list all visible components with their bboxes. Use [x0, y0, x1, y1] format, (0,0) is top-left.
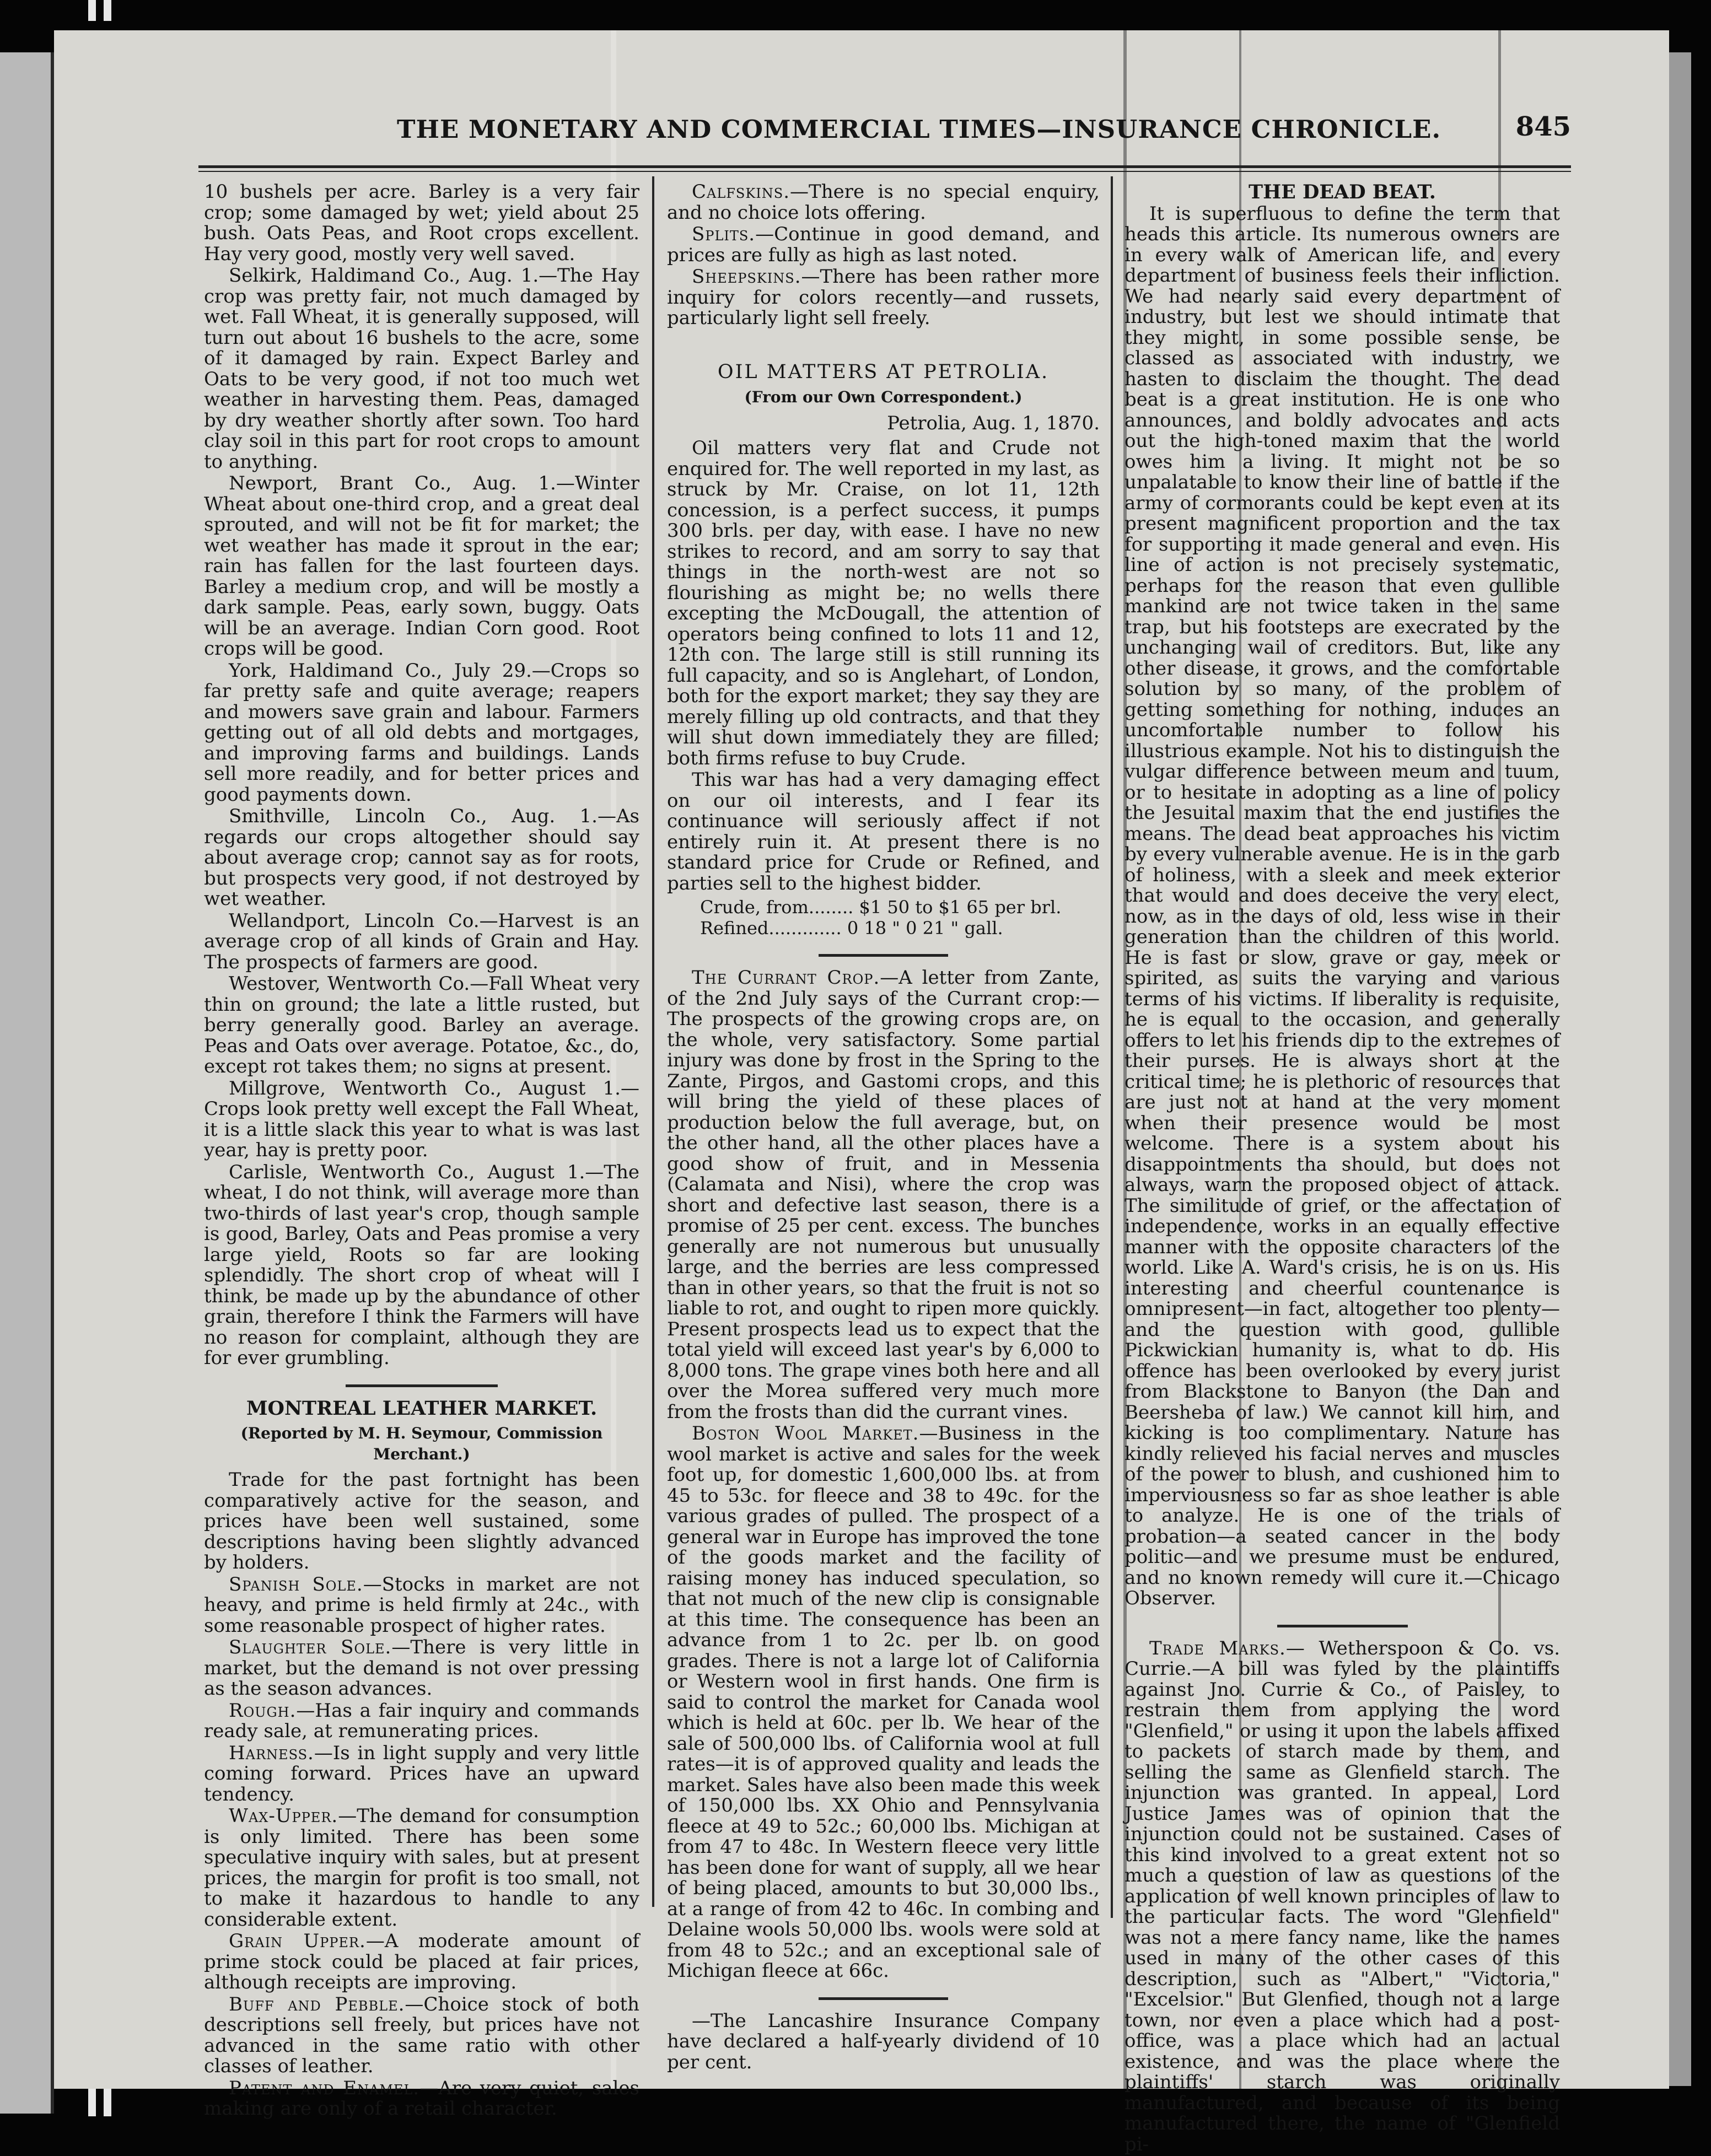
leather-market-byline: (Reported by M. H. Seymour, Commission Merchant.)	[240, 1424, 603, 1463]
oil-price-table	[700, 897, 1100, 939]
column-middle	[667, 182, 1100, 2074]
dead-beat-paragraph: It is superfluous to define the term that heads this article. Its numerous owners are in every walk of American life, and every department of business feels their infliction. We had nearly said every department of industry, but lest we should intimate that they might, in some possible sense, be classed as associated with industry, we hasten to disclaim the thought. The dead beat is a great institution. He is one who announces, and boldly advocates and acts out the high-toned maxim that the world owes him a living. It might not be so unpalatable to know their line of battle if the army of cormorants could be kept even at its present magnificent proportion and the tax for supporting it made general and even. His line of action is not precisely systematic, perhaps for the reason that even gullible mankind are not twice taken in the same trap, but his footsteps are execrated by the unchanging wail of creditors. But, like any other disease, it grows, and the comfortable solution by so many, of the problem of getting something for nothing, induces an uncomfortable number to follow his illustrious example. Not his to distinguish the vulgar difference between meum and tuum, or to hesitate in adopting as a line of policy the Jesuital maxim that the end justifies the means. The dead beat approaches his victim by every vulnerable avenue. He is in the garb of holiness, with a sleek and meek exterior that would and does deceive the very elect, now, as in the days of old, less wise in their generation than the children of this world. He is fast or slow, grave or gay, meek or spirited, as suits the varying and various terms of his victims. If liberality is requisite, he is equal to the occasion, and generally offers to let his friends dip to the extremes of their purses. He is always short at the critical time; he is plethoric of resources that are just not at hand at the very moment when their presence would be most welcome. There is a system about his disappointments tha should, but does not always, warn the proposed object of attack. The similitude of grief, or the affectation of independence, works in an equally effective manner with the opposite characters of the world. Like A. Ward's crisis, he is on us. His interesting and cheerful countenance is omnipresent—in fact, altogether too plenty—and the question with good, gullible Pickwickian humanity is, what to do. His offence has been overlooked by every jurist from Blackstone to Banyon (the Dan and Beersheba of law.) We cannot kill him, and kicking is too complimentary. Nature has kindly relieved his facial nerves and muscles of the power to blush, and cushioned him to imperviousness so far as shoe leather is able to analyze. He is one of the trials of probation—a seated cancer in the body politic—and we presume must be endured, and no known remedy will cure it.—Chicago Observer.	[1124, 202, 1560, 1609]
column-left	[204, 182, 639, 2121]
page-title: THE MONETARY AND COMMERCIAL TIMES—INSURANCE CHRONICLE.	[397, 115, 1441, 144]
boston-wool-paragraph	[667, 1424, 1100, 1982]
item-lead: Patent and Enamel.	[229, 2077, 420, 2099]
leather-paragraph	[204, 1575, 639, 1637]
facing-page-edge	[0, 52, 54, 2114]
section-separator	[819, 954, 949, 957]
item-lead: Rough.	[229, 1699, 297, 1722]
column-divider	[1111, 176, 1113, 1918]
item-lead: The Currant Crop.	[692, 967, 880, 989]
item-text: —Are very quiet, sales making are only of a retail character.	[204, 2077, 639, 2120]
oil-matters-byline: (From our Own Correspondent.)	[744, 388, 1023, 406]
item-lead: Splits.	[692, 223, 756, 245]
item-text: —A letter from Zante, of the 2nd July says of the Currant crop:—The prospects of the growing crops are, on the whole, very satisfactory. Some partial injury was done by frost in the Spring to the Zante, Pirgos, and Gastomi crops, and this will bring the yield of these places of production below the full average, but, on the other hand, all the other places have a good show of fruit, and in Messenia (Calamata and Nisi), where the crop was short and defective last season, there is a promise of 25 per cent. excess. The bunches generally are not numerous but unusually large, and the berries are less compressed than in other years, so that the fruit is not so liable to rot, and ought to ripen more quickly. Present prospects lead us to expect that the total yield will exceed last year's by 6,000 to 8,000 tons. The grape vines both here and all over the Morea suffered very much more from the frosts than did the currant vines.	[667, 967, 1100, 1423]
item-text: —Continue in good demand, and prices are fully as high as last noted.	[667, 223, 1100, 266]
item-text: —There is very little in market, but the demand is not over pressing as the season advances.	[204, 1636, 639, 1700]
item-lead: Harness.	[229, 1742, 314, 1764]
trade-marks-paragraph	[1124, 1638, 1560, 2155]
oil-paragraph: Oil matters very flat and Crude not enquired for. The well reported in my last, as struck by Mr. Craise, on lot 11, 12th concession, is a perfect success, it pumps 300 brls. per day, with ease. I have no new strikes to record, and am sorry to say that things in the north-west are not so flourishing as might be; no wells there excepting the McDougall, the attention of operators being confined to lots 11 and 12, 12th con. The large still is still running its full capacity, and so is Anglehart, of London, both for the export market; they say they are merely filling up old contracts, and that they will shut down immediately they are filled; both firms refuse to buy Crude.	[667, 437, 1100, 769]
item-lead: Buff and Pebble.	[229, 1993, 405, 2015]
oil-paragraph: This war has had a very damaging effect on our oil interests, and I fear its continuance will seriously affect if not entirely ruin it. At present there is no standard price for Crude or Refined, and parties sell to the highest bidder.	[667, 769, 1100, 894]
column-divider	[652, 176, 654, 1907]
currant-crop-paragraph	[667, 968, 1100, 1422]
leather-paragraph	[204, 1931, 639, 1993]
item-text: —There has been rather more inquiry for colors recently—and russets, particularly light sell freely.	[667, 266, 1100, 329]
item-lead: Spanish Sole.	[229, 1573, 363, 1596]
leather-paragraph	[667, 224, 1100, 266]
price-row-crude: Crude, from........ $1 50 to $1 65 per brl.	[700, 897, 1062, 918]
item-lead: Sheepskins.	[692, 266, 801, 288]
oil-matters-heading: OIL MATTERS AT PETROLIA.	[717, 360, 1050, 383]
item-lead: Grain Upper.	[229, 1930, 366, 1952]
lancashire-paragraph: —The Lancashire Insurance Company have declared a half-yearly dividend of 10 per cent.	[667, 2009, 1100, 2073]
section-separator	[1277, 1625, 1408, 1627]
column-right	[1124, 182, 1560, 2156]
crop-report-paragraph: Carlisle, Wentworth Co., August 1.—The wheat, I do not think, will average more than two-thirds of last year's crop, though sample is good, Barley, Oats and Peas promise a very large yield, Roots so far are looking splendidly. The short crop of wheat will I think, be made up by the abundance of other grain, therefore I think the Farmers will have no reason for complaint, although they are for ever grumbling.	[204, 1161, 639, 1369]
leather-paragraph	[204, 1806, 639, 1930]
oil-matters-dateline: Petrolia, Aug. 1, 1870.	[887, 412, 1100, 434]
crop-report-paragraph: Smithville, Lincoln Co., Aug. 1.—As regards our crops altogether should say about average crop; cannot say as for roots, but prospects very good, if not destroyed by wet weather.	[204, 805, 639, 910]
item-lead: Boston Wool Market.	[692, 1422, 919, 1444]
item-text: —A moderate amount of prime stock could be placed at fair prices, although receipts are improving.	[204, 1930, 640, 1993]
item-lead: Trade Marks.	[1149, 1637, 1286, 1659]
crop-report-paragraph: Selkirk, Haldimand Co., Aug. 1.—The Hay crop was pretty fair, not much damaged by wet. Fall Wheat, it is generally supposed, will turn out about 16 bushels to the acre, some of it damaged by rain. Expect Barley and Oats to be very good, if not too much wet weather in harvesting them. Peas, damaged by dry weather shortly after sown. Too hard clay soil in this part for root crops to amount to anything.	[204, 265, 639, 473]
leather-paragraph	[204, 1995, 639, 2077]
header-rule	[198, 165, 1571, 168]
dead-beat-heading: THE DEAD BEAT.	[1249, 181, 1436, 203]
crop-report-paragraph: Wellandport, Lincoln Co.—Harvest is an average crop of all kinds of Grain and Hay. The prospects of farmers are good.	[204, 909, 639, 973]
item-text: —Choice stock of both descriptions sell freely, but prices have not advanced in the same ratio with other classes of leather.	[204, 1993, 640, 2077]
crop-report-paragraph: Westover, Wentworth Co.—Fall Wheat very thin on ground; the late a little rusted, but berry generally good. Barley an average. Peas and Oats over average. Potatoe, &c., do, except rot takes them; no signs at present.	[204, 973, 639, 1077]
leather-paragraph: Trade for the past fortnight has been comparatively active for the season, and prices have been well sustained, some descriptions having been slightly advanced by holders.	[204, 1469, 639, 1573]
film-perforation	[104, 0, 111, 21]
leather-market-heading: MONTREAL LEATHER MARKET.	[246, 1397, 598, 1420]
item-text: — Wetherspoon & Co. vs. Currie.—A bill was fyled by the plaintiffs against Jno. Currie & Co., of Paisley, to restrain them from applying the word "Glenfield," or using it upon the labels affixed to packets of starch made by them, and selling the same as Glenfield starch. The injunction was granted. In appeal, Lord Justice James was of opinion that the injunction could not be sustained. Cases of this kind involved to a great extent not so much a question of law as questions of the application of well known principles of law to the particular facts. The word "Glenfield" was not a mere fancy name, like the names used in many of the other cases of this description, such as "Albert," "Victoria," "Excelsior." But Glenfied, though not a large town, nor even a place which had a post-office, was a place which had an actual existence, and was the place where the plaintiffs' starch was originally manufactured, and because of its being manufactured there, the name of "Glenfield pi-	[1124, 1637, 1561, 2155]
crop-report-paragraph: York, Haldimand Co., July 29.—Crops so far pretty safe and quite average; reapers and mowers save grain and labour. Farmers getting out of all old debts and mortgages, and improving farms and buildings. Lands sell more readily, and for better prices and good payments down.	[204, 659, 639, 806]
crop-report-paragraph: Newport, Brant Co., Aug. 1.—Winter Wheat about one-third crop, and a great deal sprouted, and will not be fit for market; the wet weather has made it sprout in the ear; rain has fallen for the last fourteen days. Barley a medium crop, and will be mostly a dark sample. Peas, early sown, buggy. Oats will be an average. Indian Corn good. Root crops will be good.	[204, 472, 639, 660]
item-text: —There is no special enquiry, and no choice lots offering.	[667, 181, 1100, 224]
film-perforation	[88, 0, 96, 21]
page-number: 845	[1515, 111, 1571, 142]
section-separator	[346, 1384, 498, 1387]
item-lead: Calfskins.	[692, 181, 790, 203]
crop-report-paragraph: 10 bushels per acre. Barley is a very fair crop; some damaged by wet; yield about 25 bush. Oats Peas, and Root crops excellent. Hay very good, mostly very well saved.	[204, 181, 639, 265]
price-row-refined: Refined............. 0 18 " 0 21 " gall.	[700, 917, 1003, 939]
item-text: —Stocks in market are not heavy, and prime is held firmly at 24c., with some reasonable prospect of higher rates.	[204, 1573, 639, 1637]
header-rule-thin	[198, 171, 1571, 172]
item-lead: Wax-Upper.	[229, 1805, 338, 1827]
leather-paragraph	[204, 1701, 639, 1742]
leather-paragraph	[667, 182, 1100, 223]
item-text: —Business in the wool market is active and sales for the week foot up, for domestic 1,600,000 lbs. at from 45 to 53c. for fleece and 38 to 49c. for the various grades of pulled. The prospect of a general war in Europe has improved the tone of the goods market and the facility of raising money has induced speculation, so that not much of the new clip is consignable at this time. The consequence has been an advance from 1 to 2c. per lb. on good grades. There is not a large lot of California or Western wool in first hands. One firm is said to control the market for Canada wool which is held at 60c. per lb. We hear of the sale of 500,000 lbs. of California wool at full rates—it is of approved quality and leads the market. Sales have also been made this week of 150,000 lbs. XX Ohio and Pennsylvania fleece at 49 to 52c.; 60,000 lbs. Michigan at from 47 to 48c. In Western fleece very little has been done for want of supply, all we hear of being placed, amounts to but 30,000 lbs., at a range of from 42 to 46c. In combing and Delaine wools 50,000 lbs. wools were sold at from 48 to 52c.; and an exceptional sale of Michigan fleece at 66c.	[667, 1422, 1100, 1982]
leather-paragraph	[204, 1637, 639, 1700]
leather-paragraph	[204, 2078, 639, 2120]
item-text: —Is in light supply and very little coming forward. Prices have an upward tendency.	[204, 1742, 639, 1805]
leather-paragraph	[204, 1743, 639, 1805]
item-lead: Slaughter Sole.	[229, 1636, 392, 1658]
leather-paragraph	[667, 267, 1100, 329]
item-text: —Has a fair inquiry and commands ready sale, at remunerating prices.	[204, 1699, 639, 1742]
page-header	[165, 83, 1571, 149]
crop-report-paragraph: Millgrove, Wentworth Co., August 1.—Crops look pretty well except the Fall Wheat, it is a little slack this year to what is was last year, hay is pretty poor.	[204, 1077, 639, 1161]
item-text: —The demand for consumption is only limited. There has been some speculative inquiry with sales, but at present prices, the margin for profit is too small, not to make it hazardous to handle to any considerable extent.	[204, 1805, 639, 1931]
section-separator	[819, 1997, 949, 2000]
page-edge-shadow	[1669, 52, 1691, 2086]
